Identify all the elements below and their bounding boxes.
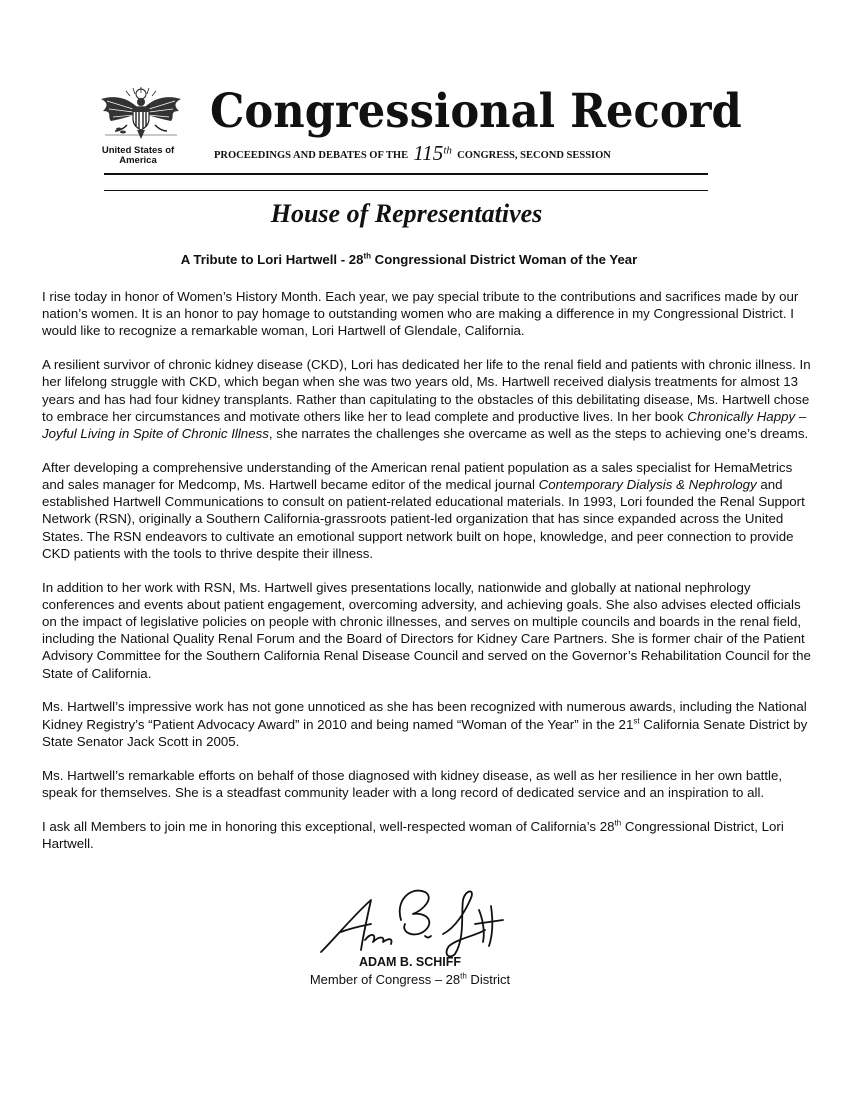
signer-title-pre: Member of Congress – 28	[309, 972, 461, 987]
tribute-title-sup: th	[363, 251, 371, 261]
tribute-title	[0, 251, 818, 269]
masthead-rule-bottom	[104, 190, 708, 191]
masthead-title: Congressional Record	[210, 84, 742, 139]
p5-text-b: California Senate District by State Senator Jack Scott in 2005.	[42, 716, 808, 749]
p2-text-a: A resilient survivor of chronic kidney disease (CKD), Lori has dedicated her life to the renal field and patients with chronic illness. In her lifelong struggle with CKD, which began when she was two years old, Ms. Hartwell received dialysis treatments for almost 13 years and has had four kidney transplants. Rather than capitulating to the obstacles of this debilitating disease, Ms. Hartwell chose to embrace her circumstances and motivate others like her to lead complete and productive lives. In her book	[42, 357, 811, 424]
p5-sup: st	[633, 716, 640, 726]
p7-sup: th	[614, 818, 622, 828]
paragraph-6: Ms. Hartwell’s remarkable efforts on behalf of those diagnosed with kidney disease, as well as her resilience in her own battle, speak for themselves. She is a steadfast community leader with a long record of dedicated service and an inspiration to all.	[42, 767, 783, 800]
subtitle-post: CONGRESS, SECOND SESSION	[457, 150, 611, 161]
great-seal-icon	[97, 85, 185, 143]
signer-name: ADAM B. SCHIFF	[358, 955, 462, 969]
congress-number: 115	[413, 141, 444, 165]
masthead-rule-top	[104, 173, 708, 175]
p2-text-b: , she narrates the challenges she overcame as well as the steps to achieving one’s dreams.	[268, 426, 809, 442]
signature-image	[315, 880, 510, 960]
seal-caption: United States of America	[101, 145, 175, 166]
p3-text-b: and established Hartwell Communications to consult on patient-related educational materials. In 1993, Lori founded the Renal Support Network (RSN), originally a Southern California-grassroots patient-led organization that has since expanded across the United States. The RSN endeavors to cultivate an emotional support network built on hope, knowledge, and peer connection to provide CKD patients with the tools to thrive despite their illness.	[42, 477, 805, 561]
book-title: Chronically Happy – Joyful Living in Spite of Chronic Illness	[42, 408, 807, 442]
chamber-title: House of Representatives	[270, 199, 543, 228]
paragraph-7	[42, 818, 812, 852]
tribute-title-post: Congressional District Woman of the Year	[371, 252, 638, 267]
p7-text-b: Congressional District, Lori Hartwell.	[42, 818, 784, 851]
paragraph-1: I rise today in honor of Women’s History Month. Each year, we pay special tribute to the contributions and sacrifices made by our nation’s women. It is an honor to pay homage to outstanding women who are making a difference in my Congressional District. I would like to recognize a remarkable woman, Lori Hartwell of Glendale, California.	[42, 289, 799, 339]
signer-title	[280, 971, 540, 989]
tribute-title-pre: A Tribute to Lori Hartwell - 28	[180, 252, 364, 267]
journal-title: Contemporary Dialysis & Nephrology	[538, 477, 757, 493]
masthead-subtitle	[214, 143, 714, 166]
subtitle-pre: PROCEEDINGS AND DEBATES OF THE	[214, 150, 409, 161]
signer-title-sup: th	[460, 971, 467, 981]
paragraph-4: In addition to her work with RSN, Ms. Hartwell gives presentations locally, nationwide and globally at national nephrology conferences and events about patient engagement, overcoming adversity, and achieving goals. She also advises elected officials on the impact of legislative policies on people with chronic illnesses, and serves on multiple councils and boards in the renal field, including the National Quality Renal Forum and the Board of Directors for Kidney Care Partners. She is former chair of the Patient Advisory Committee for the Southern California Renal Disease Council and served on the Governor’s Rehabilitation Council for the State of California.	[42, 579, 811, 681]
congress-suffix: th	[443, 144, 452, 157]
paragraph-2	[42, 356, 812, 442]
paragraph-3	[42, 459, 812, 562]
p3-text-a: After developing a comprehensive understanding of the American renal patient population as a sales specialist for HemaMetrics and sales manager for Medcomp, Ms. Hartwell became editor of the medical journal	[42, 459, 793, 493]
p5-text-a: Ms. Hartwell’s impressive work has not gone unnoticed as she has been recognized with numerous awards, including the National Kidney Registry’s “Patient Advocacy Award” in 2010 and being named “Woman of the Year” in the 21	[42, 699, 807, 732]
paragraph-5	[42, 698, 812, 750]
tribute-body	[42, 288, 812, 869]
signer-title-post: District	[466, 972, 511, 987]
p7-text-a: I ask all Members to join me in honoring this exceptional, well-respected woman of California’s 28	[42, 818, 615, 834]
